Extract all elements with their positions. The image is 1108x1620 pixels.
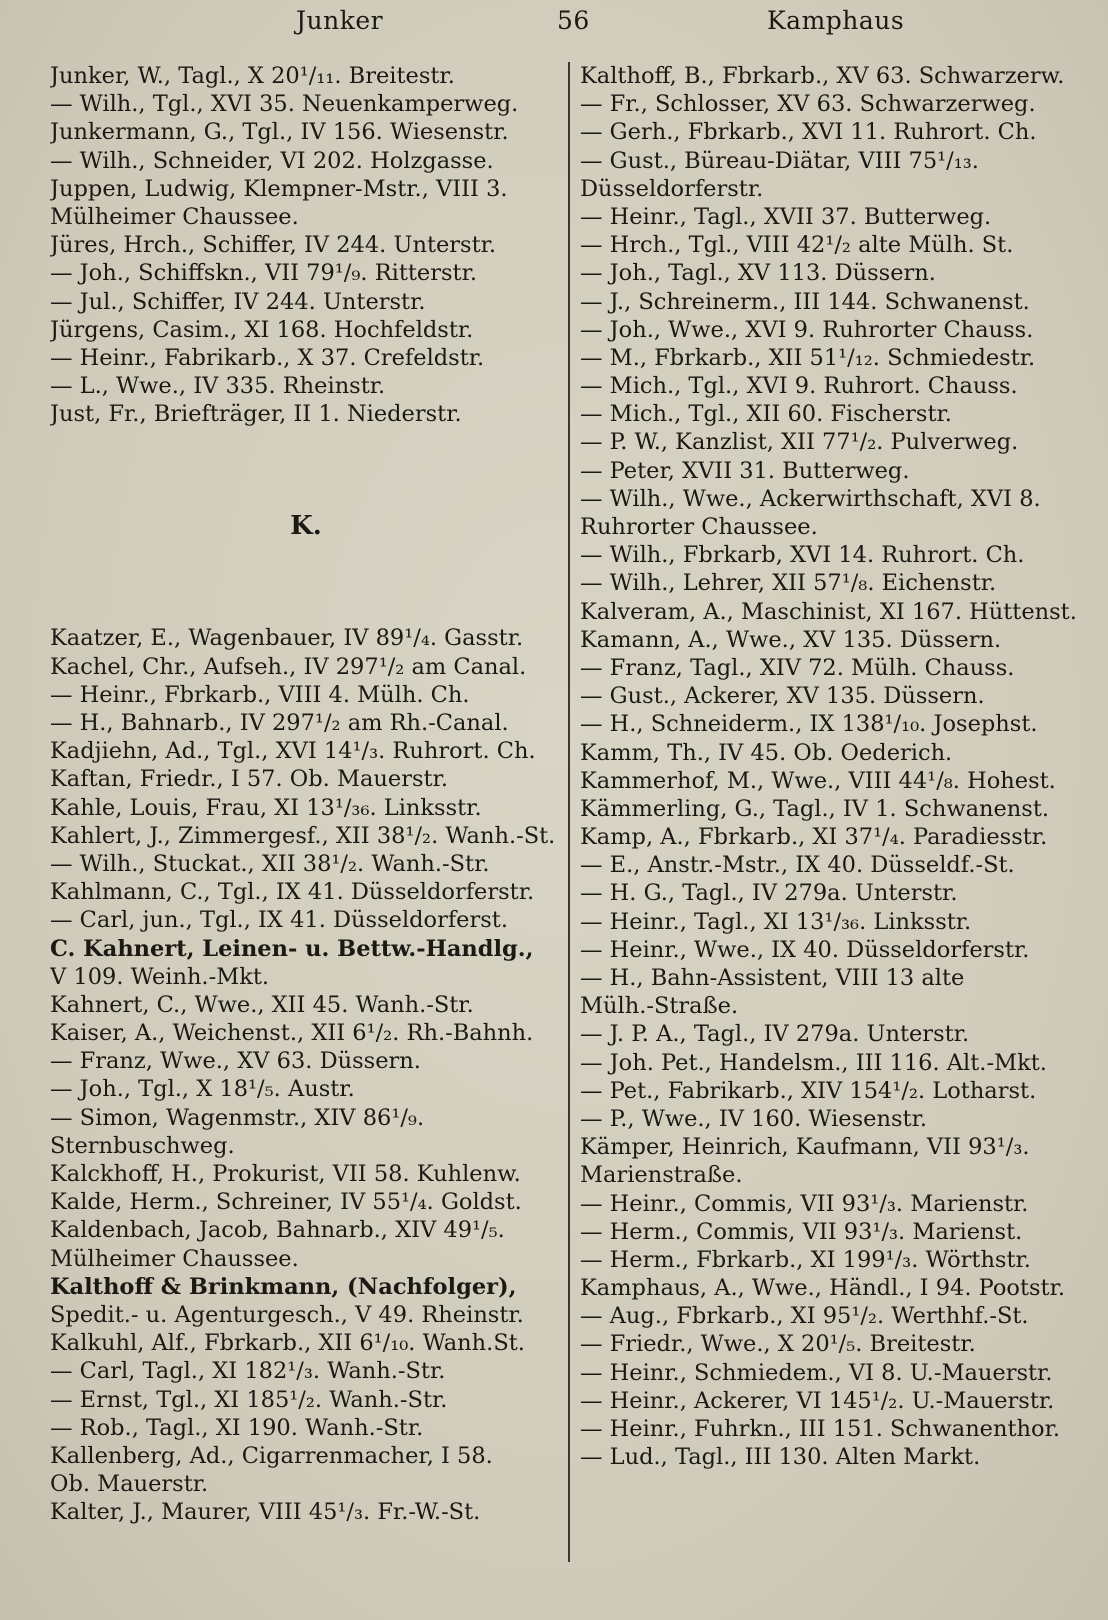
- directory-entry-line: Sternbuschweg.: [50, 1132, 235, 1159]
- directory-entry-line: — Heinr., Fabrikarb., X 37. Crefeldstr.: [50, 344, 485, 371]
- directory-entry-line: Kämper, Heinrich, Kaufmann, VII 93¹/₃.: [580, 1134, 1030, 1161]
- directory-entry-line: — Mich., Tgl., XVI 9. Ruhrort. Chauss.: [580, 373, 1018, 400]
- directory-entry-line: — Heinr., Tagl., XI 13¹/₃₆. Linksstr.: [580, 908, 972, 935]
- directory-entry-line: — Ernst, Tgl., XI 185¹/₂. Wanh.-Str.: [50, 1386, 448, 1413]
- directory-entry-line: — H., Bahn-Assistent, VIII 13 alte: [580, 965, 965, 991]
- directory-entry-line: — Pet., Fabrikarb., XIV 154¹/₂. Lotharst.: [580, 1077, 1037, 1104]
- directory-entry-line: — Heinr., Ackerer, VI 145¹/₂. U.-Mauerstr.: [580, 1387, 1055, 1414]
- directory-entry-line: — Joh., Tgl., X 18¹/₅. Austr.: [50, 1076, 355, 1103]
- directory-entry-line: Just, Fr., Briefträger, II 1. Niederstr.: [50, 401, 462, 428]
- directory-entry-line: Spedit.- u. Agenturgesch., V 49. Rheinstr.: [50, 1301, 524, 1328]
- directory-entry-line: Junkermann, G., Tgl., IV 156. Wiesenstr.: [50, 119, 509, 146]
- directory-entry-line: — Wilh., Schneider, VI 202. Holzgasse.: [50, 147, 494, 174]
- directory-entry-line: — Herm., Commis, VII 93¹/₃. Marienst.: [580, 1218, 1023, 1245]
- directory-entry-line: Kämmerling, G., Tagl., IV 1. Schwanenst.: [580, 795, 1050, 822]
- directory-entry-line: — Simon, Wagenmstr., XIV 86¹/₉.: [50, 1104, 425, 1131]
- directory-entry-line: Düsseldorferstr.: [580, 175, 764, 202]
- directory-entry-line: Kachel, Chr., Aufseh., IV 297¹/₂ am Canal.: [50, 653, 527, 680]
- directory-entry-line: — Jul., Schiffer, IV 244. Unterstr.: [50, 288, 426, 315]
- directory-entry-line: Kahlmann, C., Tgl., IX 41. Düsseldorferstr.: [50, 879, 535, 906]
- directory-entry-line: Kamp, A., Fbrkarb., XI 37¹/₄. Paradiesstr.: [580, 824, 1048, 851]
- directory-entry-line: — Friedr., Wwe., X 20¹/₅. Breitestr.: [580, 1331, 976, 1358]
- directory-entry-line: — Franz, Tagl., XIV 72. Mülh. Chauss.: [580, 654, 1015, 681]
- directory-entry-line: — E., Anstr.-Mstr., IX 40. Düsseldf.-St.: [580, 852, 1015, 879]
- directory-entry-line: — H., Schneiderm., IX 138¹/₁₀. Josephst.: [580, 711, 1038, 738]
- directory-entry-line: Kaftan, Friedr., I 57. Ob. Mauerstr.: [50, 766, 448, 793]
- directory-entry-line: [50, 428, 562, 484]
- directory-entry-line: Kalthoff, B., Fbrkarb., XV 63. Schwarzerw.: [580, 63, 1065, 89]
- directory-entry-line: Kalthoff & Brinkmann, (Nachfolger),: [50, 1273, 517, 1300]
- header-right-keyword: Kamphaus: [767, 6, 905, 35]
- directory-entry-line: Juppen, Ludwig, Klempner-Mstr., VIII 3.: [50, 175, 508, 202]
- directory-entry-line: Mülh.-Straße.: [580, 993, 739, 1020]
- directory-entry-line: — Wilh., Wwe., Ackerwirthschaft, XVI 8.: [580, 485, 1041, 512]
- directory-entry-line: Kallenberg, Ad., Cigarrenmacher, I 58.: [50, 1442, 493, 1469]
- directory-entry-line: Kahle, Louis, Frau, XI 13¹/₃₆. Linksstr.: [50, 794, 482, 821]
- directory-entry-line: — Joh., Wwe., XVI 9. Ruhrorter Chauss.: [580, 316, 1034, 343]
- directory-entry-line: — Carl, jun., Tgl., IX 41. Düsseldorferst.: [50, 907, 508, 934]
- directory-entry-line: Kamann, A., Wwe., XV 135. Düssern.: [580, 626, 1002, 653]
- directory-entry-line: C. Kahnert, Leinen- u. Bettw.-Handlg.,: [50, 935, 534, 962]
- directory-entry-line: — L., Wwe., IV 335. Rheinstr.: [50, 373, 386, 400]
- directory-entry-line: — Hrch., Tgl., VIII 42¹/₂ alte Mülh. St.: [580, 232, 1014, 259]
- directory-entry-line: — J., Schreinerm., III 144. Schwanenst.: [580, 288, 1030, 315]
- directory-entry-line: — M., Fbrkarb., XII 51¹/₁₂. Schmiedestr.: [580, 344, 1036, 371]
- directory-entry-line: — Herm., Fbrkarb., XI 199¹/₃. Wörthstr.: [580, 1246, 1031, 1273]
- directory-entry-line: Kalckhoff, H., Prokurist, VII 58. Kuhlenw.: [50, 1161, 521, 1187]
- directory-entry-line: — Aug., Fbrkarb., XI 95¹/₂. Werthhf.-St.: [580, 1303, 1029, 1330]
- directory-entry-line: Kadjiehn, Ad., Tgl., XVI 14¹/₃. Ruhrort. Ch.: [50, 738, 536, 765]
- directory-entry-line: Mülheimer Chaussee.: [50, 203, 299, 230]
- directory-entry-line: Kahlert, J., Zimmergesf., XII 38¹/₂. Wanh.-St.: [50, 822, 556, 849]
- directory-entry-line: Kalter, J., Maurer, VIII 45¹/₃. Fr.-W.-St.: [50, 1499, 481, 1526]
- directory-entry-line: — Franz, Wwe., XV 63. Düssern.: [50, 1048, 421, 1075]
- directory-entry-line: — Gust., Ackerer, XV 135. Düssern.: [580, 683, 985, 710]
- directory-entry-line: — Joh., Schiffskn., VII 79¹/₉. Ritterstr.: [50, 260, 478, 287]
- directory-entry-line: Junker, W., Tagl., X 20¹/₁₁. Breitestr.: [50, 63, 455, 89]
- directory-entry-line: — J. P. A., Tagl., IV 279a. Unterstr.: [580, 1021, 970, 1048]
- directory-entry-line: Kaatzer, E., Wagenbauer, IV 89¹/₄. Gasstr.: [50, 625, 524, 652]
- directory-entry-line: — Wilh., Fbrkarb, XVI 14. Ruhrort. Ch.: [580, 542, 1025, 569]
- directory-entry-line: Ruhrorter Chaussee.: [580, 514, 818, 540]
- directory-entry-line: — P., Wwe., IV 160. Wiesenstr.: [580, 1105, 928, 1132]
- directory-entry-line: — Heinr., Fbrkarb., VIII 4. Mülh. Ch.: [50, 681, 470, 708]
- directory-entry-line: — Carl, Tagl., XI 182¹/₃. Wanh.-Str.: [50, 1358, 446, 1385]
- directory-entry-line: Kaldenbach, Jacob, Bahnarb., XIV 49¹/₅.: [50, 1217, 505, 1244]
- directory-entry-line: Kamphaus, A., Wwe., Händl., I 94. Pootstr.: [580, 1275, 1066, 1302]
- directory-entry-line: Ob. Mauerstr.: [50, 1471, 209, 1498]
- directory-entry-line: — Heinr., Tagl., XVII 37. Butterweg.: [580, 203, 992, 230]
- directory-entry-line: — Wilh., Lehrer, XII 57¹/₈. Eichenstr.: [580, 570, 997, 597]
- directory-entry-line: — H., Bahnarb., IV 297¹/₂ am Rh.-Canal.: [50, 710, 509, 736]
- directory-entry-line: — Joh., Tagl., XV 113. Düssern.: [580, 260, 936, 287]
- directory-entry-line: Kahnert, C., Wwe., XII 45. Wanh.-Str.: [50, 991, 474, 1018]
- right-column: [580, 62, 1085, 1471]
- directory-entry-line: Mülheimer Chaussee.: [50, 1245, 299, 1272]
- page-number: 56: [557, 6, 590, 35]
- directory-entry-line: Jürgens, Casim., XI 168. Hochfeldstr.: [50, 316, 474, 343]
- directory-entry-line: — Rob., Tagl., XI 190. Wanh.-Str.: [50, 1414, 424, 1441]
- directory-entry-line: — Lud., Tagl., III 130. Alten Markt.: [580, 1444, 981, 1471]
- directory-entry-line: — P. W., Kanzlist, XII 77¹/₂. Pulverweg.: [580, 429, 1019, 456]
- directory-entry-line: — Peter, XVII 31. Butterweg.: [580, 457, 910, 484]
- directory-entry-line: Kalkuhl, Alf., Fbrkarb., XII 6¹/₁₀. Wanh.St.: [50, 1330, 525, 1357]
- directory-entry-line: — Gerh., Fbrkarb., XVI 11. Ruhrort. Ch.: [580, 119, 1037, 146]
- directory-entry-line: Kalveram, A., Maschinist, XI 167. Hüttenst.: [580, 598, 1077, 625]
- directory-entry-line: — Heinr., Fuhrkn., III 151. Schwanenthor.: [580, 1416, 1061, 1442]
- directory-entry-line: — Fr., Schlosser, XV 63. Schwarzerweg.: [580, 91, 1036, 118]
- directory-entry-line: — Heinr., Wwe., IX 40. Düsseldorferstr.: [580, 936, 1030, 963]
- directory-entry-line: — Mich., Tgl., XII 60. Fischerstr.: [580, 401, 952, 428]
- directory-entry-line: [50, 568, 562, 624]
- section-letter-heading: K.: [290, 511, 322, 542]
- header-left-keyword: Junker: [296, 6, 384, 35]
- directory-entry-line: — Heinr., Commis, VII 93¹/₃. Marienstr.: [580, 1190, 1029, 1217]
- directory-entry-line: Kammerhof, M., Wwe., VIII 44¹/₈. Hohest.: [580, 767, 1056, 794]
- directory-entry-line: Kamm, Th., IV 45. Ob. Oederich.: [580, 739, 953, 766]
- directory-entry-line: Kaiser, A., Weichenst., XII 6¹/₂. Rh.-Bahnh.: [50, 1020, 534, 1047]
- directory-entry-line: — Joh. Pet., Handelsm., III 116. Alt.-Mkt.: [580, 1049, 1047, 1076]
- left-column: [50, 62, 562, 1526]
- directory-entry-line: Kalde, Herm., Schreiner, IV 55¹/₄. Goldst.: [50, 1189, 522, 1216]
- directory-entry-line: V 109. Weinh.-Mkt.: [50, 963, 270, 990]
- directory-entry-line: — Wilh., Tgl., XVI 35. Neuenkamperweg.: [50, 91, 519, 118]
- directory-entry-line: — Gust., Büreau-Diätar, VIII 75¹/₁₃.: [580, 147, 979, 174]
- column-divider: [568, 62, 570, 1562]
- directory-entry-line: Marienstraße.: [580, 1162, 743, 1189]
- directory-entry-line: — Heinr., Schmiedem., VI 8. U.-Mauerstr.: [580, 1359, 1053, 1386]
- directory-entry-line: — H. G., Tagl., IV 279a. Unterstr.: [580, 880, 958, 907]
- directory-entry-line: Jüres, Hrch., Schiffer, IV 244. Unterstr.: [50, 232, 497, 259]
- directory-entry-line: — Wilh., Stuckat., XII 38¹/₂. Wanh.-Str.: [50, 850, 490, 877]
